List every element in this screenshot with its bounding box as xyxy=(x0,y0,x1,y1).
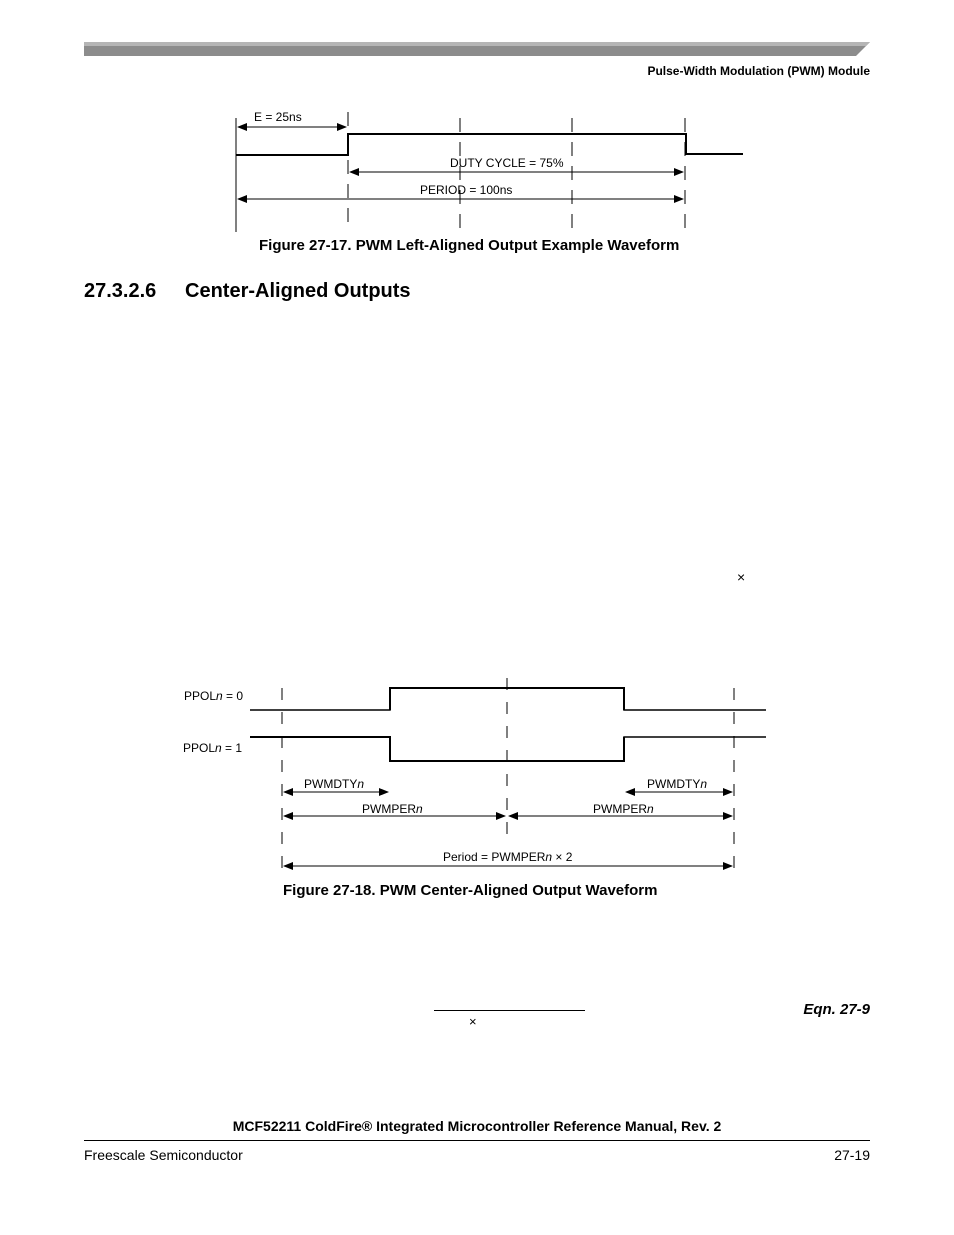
pwmdty-left-label: PWMDTYn xyxy=(304,777,365,791)
duty-cycle-label: DUTY CYCLE = 75% xyxy=(450,156,564,170)
section-number: 27.3.2.6 xyxy=(84,280,157,302)
e-label: E = 25ns xyxy=(254,110,302,124)
period-label: PERIOD = 100ns xyxy=(420,183,513,197)
running-header: Pulse-Width Modulation (PWM) Module xyxy=(647,64,870,78)
section-heading xyxy=(84,280,411,303)
page-number: 27-19 xyxy=(834,1147,870,1163)
footer-publisher: Freescale Semiconductor xyxy=(84,1147,243,1163)
equation-label: Eqn. 27-9 xyxy=(803,1001,870,1018)
pwmdty-right-label: PWMDTYn xyxy=(647,777,708,791)
pwm-waveform xyxy=(236,134,743,155)
figure-27-18-caption: Figure 27-18. PWM Center-Aligned Output Waveform xyxy=(283,882,658,899)
equation-multiply-symbol: × xyxy=(469,1014,477,1029)
multiply-symbol: × xyxy=(737,569,746,585)
ppol1-label: PPOLn = 1 xyxy=(183,741,243,755)
pwmper-left-label: PWMPERn xyxy=(362,802,423,816)
figure-27-18-waveform xyxy=(0,670,954,880)
ppol1-waveform xyxy=(250,737,766,761)
footer-divider xyxy=(84,1140,870,1141)
period-formula-label: Period = PWMPERn × 2 xyxy=(443,850,573,864)
pwmper-right-label: PWMPERn xyxy=(593,802,654,816)
figure-27-17-waveform xyxy=(0,0,954,240)
ppol0-waveform xyxy=(250,688,766,710)
section-title: Center-Aligned Outputs xyxy=(185,280,411,302)
figure-27-17-caption: Figure 27-17. PWM Left-Aligned Output Example Waveform xyxy=(259,237,680,254)
ppol0-label: PPOLn = 0 xyxy=(184,689,244,703)
fraction-bar xyxy=(434,1010,585,1011)
footer-title: MCF52211 ColdFire® Integrated Microcontroller Reference Manual, Rev. 2 xyxy=(232,1118,722,1134)
